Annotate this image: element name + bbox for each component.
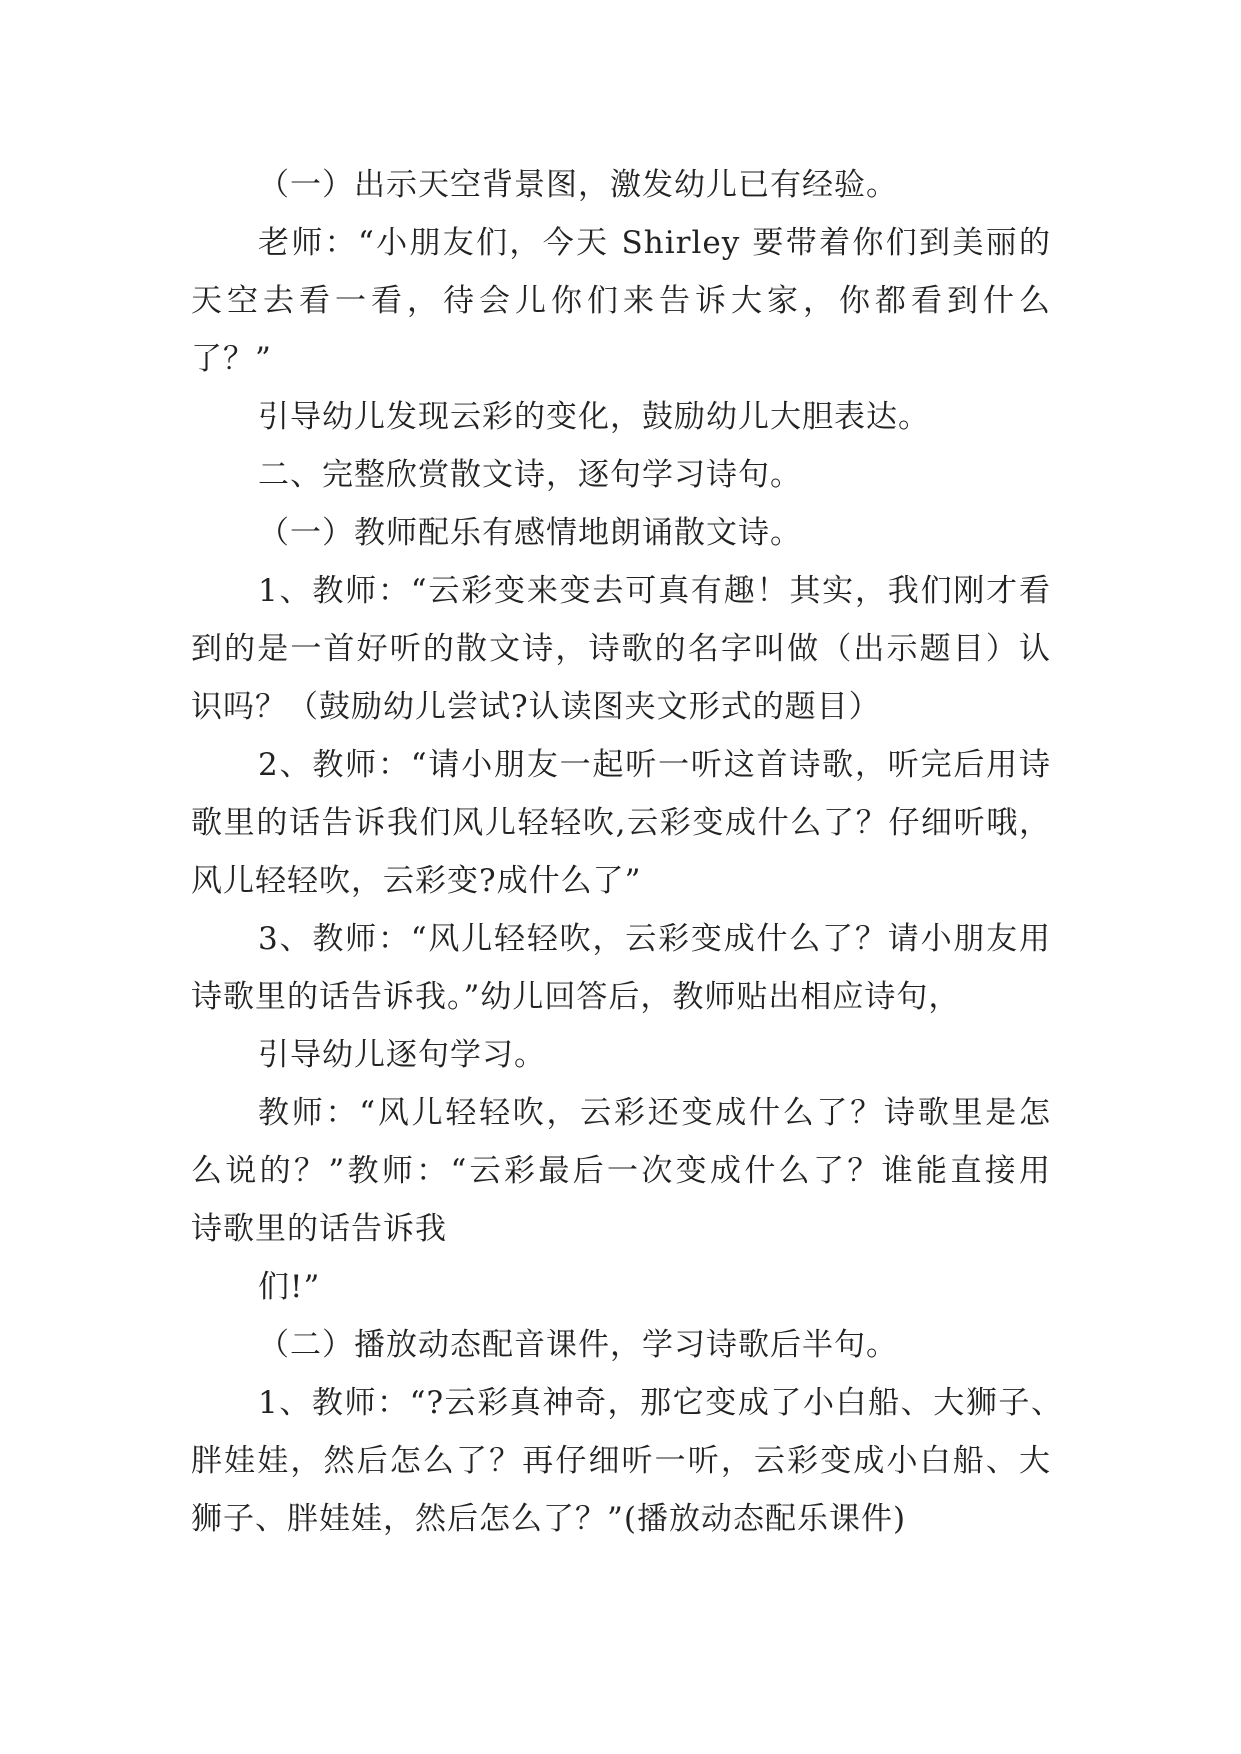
paragraph-line: 了？”	[191, 341, 272, 377]
paragraph-line: 引导幼儿发现云彩的变化，鼓励幼儿大胆表达。	[258, 399, 930, 435]
paragraph-line: 3、教师：“风儿轻轻吹，云彩变成什么了？请小朋友用	[258, 921, 1051, 957]
paragraph-line: 们!”	[258, 1269, 321, 1305]
paragraph-line: 1、教师：“云彩变来变去可真有趣！其实，我们刚才看	[258, 573, 1051, 609]
paragraph-line: 天空去看一看，待会儿你们来告诉大家，你都看到什么	[191, 283, 1051, 319]
paragraph-line: 识吗？（鼓励幼儿尝试?认读图夹文形式的题目）	[191, 689, 881, 725]
section-heading: 二、完整欣赏散文诗，逐句学习诗句。	[258, 457, 802, 493]
paragraph-line: 老师：“小朋友们，今天 Shirley 要带着你们到美丽的	[258, 225, 1051, 261]
paragraph-line: 歌里的话告诉我们风儿轻轻吹,云彩变成什么了？仔细听哦，	[191, 805, 1051, 841]
section-heading: （二）播放动态配音课件，学习诗歌后半句。	[258, 1327, 898, 1363]
paragraph-line: 狮子、胖娃娃，然后怎么了？”(播放动态配乐课件)	[191, 1501, 907, 1537]
paragraph-line: 胖娃娃，然后怎么了？再仔细听一听，云彩变成小白船、大	[191, 1443, 1051, 1479]
section-heading: （一）教师配乐有感情地朗诵散文诗。	[258, 515, 802, 551]
paragraph-line: 引导幼儿逐句学习。	[258, 1037, 546, 1073]
paragraph-line: 诗歌里的话告诉我	[191, 1211, 447, 1247]
paragraph-line: 教师：“风儿轻轻吹，云彩还变成什么了？诗歌里是怎	[258, 1095, 1051, 1131]
paragraph-line: 诗歌里的话告诉我。”幼儿回答后，教师贴出相应诗句，	[191, 979, 961, 1015]
paragraph-line: 到的是一首好听的散文诗，诗歌的名字叫做（出示题目）认	[191, 631, 1051, 667]
paragraph-line: 风儿轻轻吹，云彩变?成什么了”	[191, 863, 642, 899]
paragraph-line: 2、教师：“请小朋友一起听一听这首诗歌，听完后用诗	[258, 747, 1051, 783]
paragraph-line: 1、教师：“?云彩真神奇，那它变成了小白船、大狮子、	[258, 1385, 1063, 1421]
section-heading: （一）出示天空背景图，激发幼儿已有经验。	[258, 167, 898, 203]
paragraph-line: 么说的？”教师：“云彩最后一次变成什么了？谁能直接用	[191, 1153, 1051, 1189]
